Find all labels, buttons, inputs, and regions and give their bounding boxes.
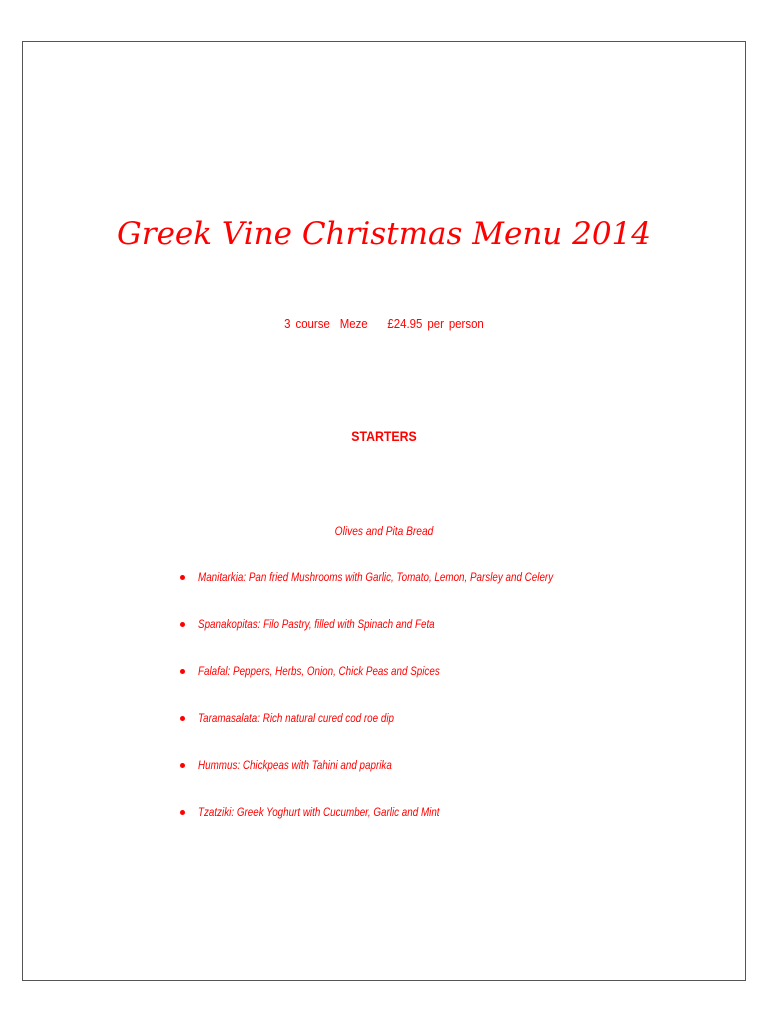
bullet-icon xyxy=(180,810,185,815)
list-item-text: Spanakopitas: Filo Pastry, filled with Spinach and Feta xyxy=(198,617,435,631)
menu-page xyxy=(22,41,746,981)
bullet-icon xyxy=(180,669,185,674)
bullet-icon xyxy=(180,575,185,580)
list-item-text: Manitarkia: Pan fried Mushrooms with Garlic, Tomato, Lemon, Parsley and Celery xyxy=(198,570,554,584)
bullet-icon xyxy=(180,763,185,768)
section-heading-starters: STARTERS xyxy=(351,428,417,444)
menu-title: Greek Vine Christmas Menu 2014 xyxy=(116,216,652,252)
list-item-text: Hummus: Chickpeas with Tahini and paprika xyxy=(198,758,392,772)
list-item-text: Tzatziki: Greek Yoghurt with Cucumber, Garlic and Mint xyxy=(198,805,440,819)
intro-line: Olives and Pita Bread xyxy=(334,524,434,538)
list-item-text: Taramasalata: Rich natural cured cod roe dip xyxy=(198,711,395,725)
menu-price-line: 3 course Meze £24.95 per person xyxy=(284,316,484,331)
bullet-icon xyxy=(180,716,185,721)
bullet-icon xyxy=(180,622,185,627)
list-item-text: Falafal: Peppers, Herbs, Onion, Chick Peas and Spices xyxy=(198,664,440,678)
